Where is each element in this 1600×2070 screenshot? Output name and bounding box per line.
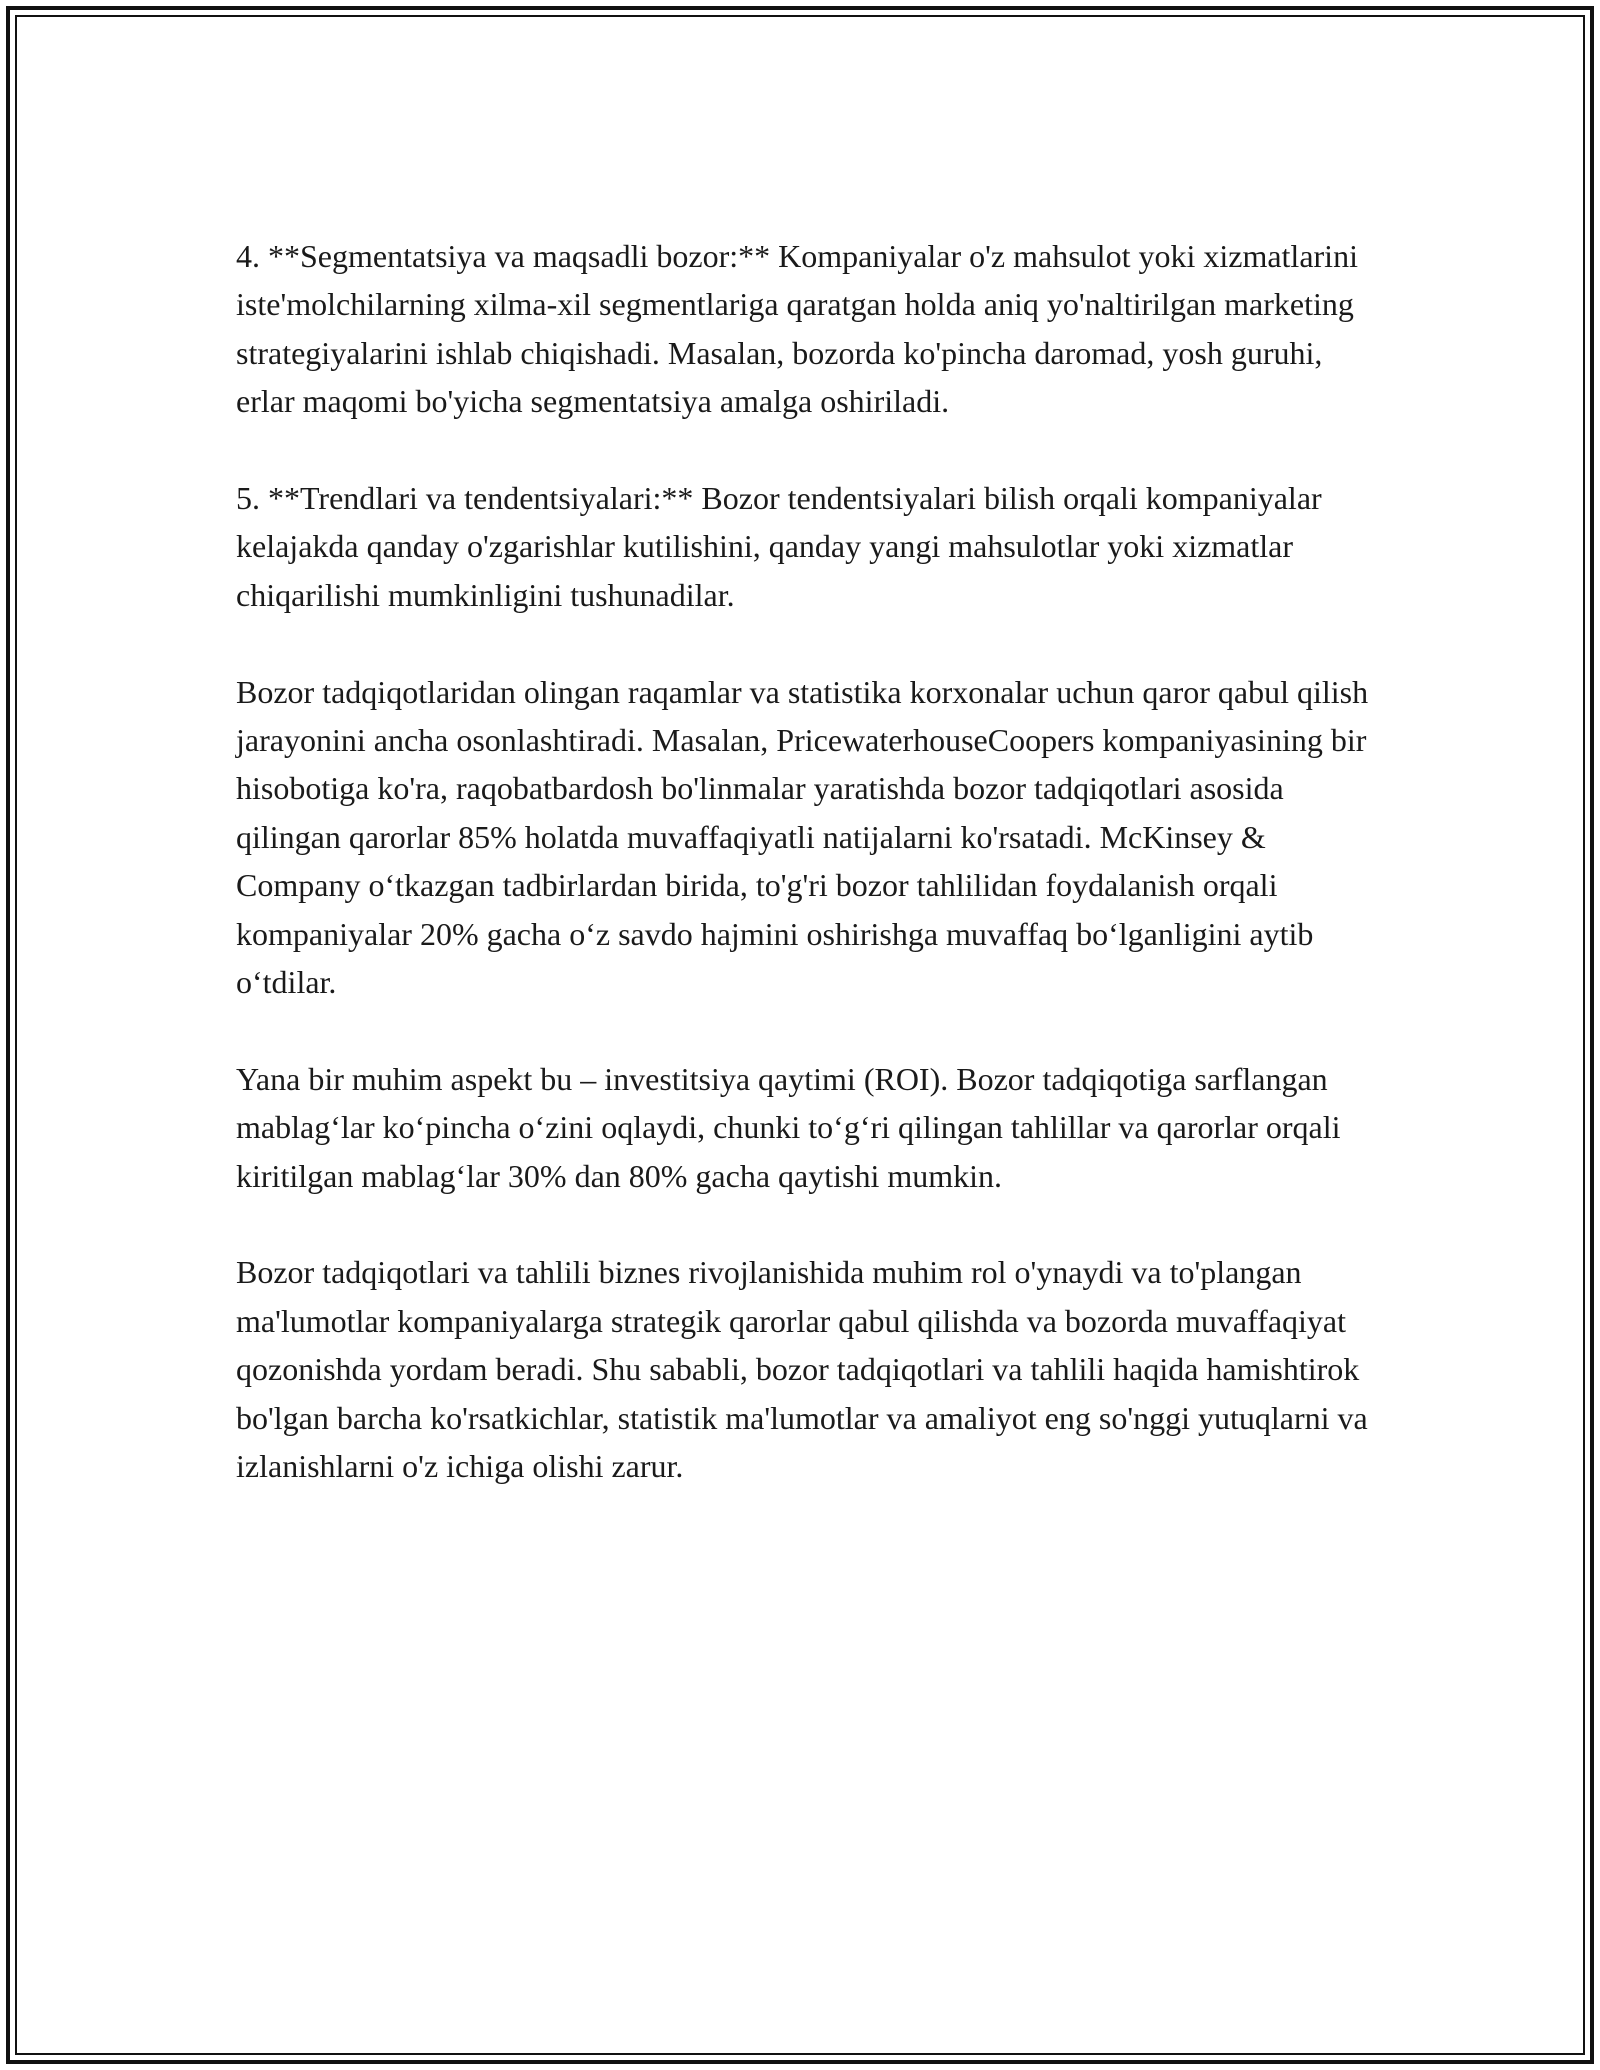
- paragraph-statistics: Bozor tadqiqotlaridan olingan raqamlar va statistika korxonalar uchun qaror qabul qilish jarayonini ancha osonlashtiradi. Masalan, PricewaterhouseCoopers kompaniyasining bir hisobotiga ko'ra, raqobatbardosh bo'linmalar yaratishda bozor tadqiqotlari asosida qilingan qarorlar 85% holatda muvaffaqiyatli natijalarni ko'rsatadi. McKinsey & Company o‘tkazgan tadbirlardan birida, to'g'ri bozor tahlilidan foydalanish orqali kompaniyalar 20% gacha o‘z savdo hajmini oshirishga muvaffaq bo‘lganligini aytib o‘tdilar.: [236, 673, 1369, 1001]
- paragraph-conclusion: Bozor tadqiqotlari va tahlili biznes rivojlanishida muhim rol o'ynaydi va to'plangan ma'lumotlar kompaniyalarga strategik qarorlar qabul qilishda va bozorda muvaffaqiyat qozonishda yordam beradi. Shu sababli, bozor tadqiqotlari va tahlili haqida hamishtirok bo'lgan barcha ko'rsatkichlar, statistik ma'lumotlar va amaliyot eng so'nggi yutuqlarni va izlanishlarni o'z ichiga olishi zarur.: [236, 1254, 1368, 1485]
- document-body: [236, 232, 1386, 1491]
- paragraph-trends: 5. **Trendlari va tendentsiyalari:** Bozor tendentsiyalari bilish orqali kompaniyalar kelajakda qanday o'zgarishlar kutilishini, qanday yangi mahsulotlar yoki xizmatlar chiqarilishi mumkinligini tushunadilar.: [236, 480, 1322, 613]
- paragraph-roi: Yana bir muhim aspekt bu – investitsiya qaytimi (ROI). Bozor tadqiqotiga sarflangan mablag‘lar ko‘pincha o‘zini oqlaydi, chunki to‘g‘ri qilingan tahlillar va qarorlar orqali kiritilgan mablag‘lar 30% dan 80% gacha qaytishi mumkin.: [236, 1060, 1341, 1194]
- paragraph-segmentation: 4. **Segmentatsiya va maqsadli bozor:** Kompaniyalar o'z mahsulot yoki xizmatlarini iste'molchilarning xilma-xil segmentlariga qaratgan holda aniq yo'naltirilgan marketing strategiyalarini ishlab chiqishadi. Masalan, bozorda ko'pincha daromad, yosh guruhi, erlar maqomi bo'yicha segmentatsiya amalga oshiriladi.: [236, 238, 1358, 420]
